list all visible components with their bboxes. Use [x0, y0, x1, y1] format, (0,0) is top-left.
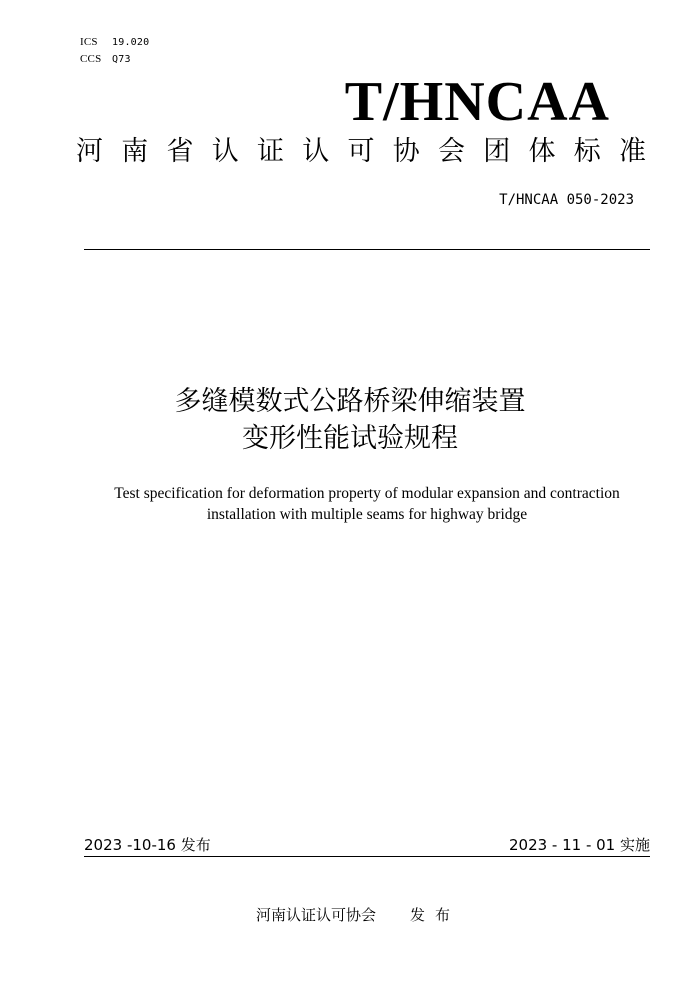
- publish-date: 2023 -10-16 发布: [84, 836, 211, 854]
- publisher: [256, 904, 460, 925]
- org-title-char: 标: [573, 136, 601, 167]
- ics-code: 19.020: [112, 37, 150, 48]
- classification-codes: [80, 34, 149, 68]
- org-title-char: 体: [528, 136, 556, 167]
- org-title-char: 可: [347, 136, 375, 167]
- brand-logo-text: T/HNCAA: [344, 71, 610, 133]
- org-title-char: 省: [166, 136, 194, 167]
- ccs-code: Q73: [112, 54, 131, 65]
- organization-standard-title: [76, 134, 646, 170]
- org-title-char: 准: [619, 136, 646, 167]
- org-title-char: 认: [302, 136, 330, 167]
- org-title-char: 团: [483, 136, 511, 167]
- org-title-char: 会: [438, 136, 465, 167]
- english-title: [50, 483, 684, 525]
- ccs-label: CCS: [80, 53, 102, 65]
- english-title-line-2: installation with multiple seams for highway bridge: [206, 506, 528, 523]
- chinese-title: [60, 384, 640, 458]
- bottom-divider: [84, 856, 650, 857]
- chinese-title-line-1: 多缝模数式公路桥梁伸缩装置: [174, 386, 526, 417]
- publisher-issued: 发布: [410, 906, 461, 924]
- top-divider: [84, 249, 650, 250]
- publisher-name: 河南认证认可协会: [256, 906, 377, 924]
- org-title-char: 南: [121, 136, 149, 167]
- effective-date: 2023 - 11 - 01 实施: [508, 836, 650, 854]
- chinese-title-line-2: 变形性能试验规程: [242, 423, 458, 454]
- ics-label: ICS: [80, 36, 98, 48]
- org-title-char: 证: [257, 136, 284, 167]
- ics-row: [80, 34, 149, 51]
- org-title-char: 河: [76, 136, 103, 167]
- org-title-char: 认: [211, 136, 239, 167]
- standard-number: T/HNCAA 050-2023: [499, 192, 634, 208]
- english-title-line-1: Test specification for deformation property of modular expansion and contraction: [114, 485, 620, 502]
- org-title-char: 协: [392, 136, 420, 167]
- ccs-row: [80, 51, 149, 68]
